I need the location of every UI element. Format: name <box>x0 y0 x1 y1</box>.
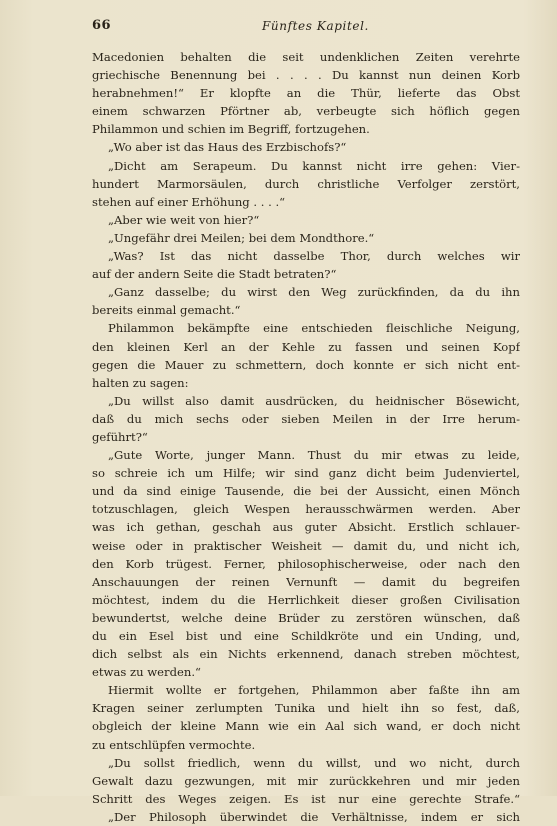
text-line: „Du sollst friedlich, wenn du willst, und wo nicht, durch <box>108 755 520 770</box>
text-line: geführt?“ <box>92 429 148 444</box>
text-line: dich selbst als ein Nichts erkennend, danach streben möchtest, <box>92 647 520 662</box>
text-line: „Dicht am Serapeum. Du kannst nicht irre gehen: Vier- <box>108 158 520 173</box>
text-line: griechische Benennung bei . . . . Du kannst nun deinen Korb <box>92 68 520 83</box>
text-line: bewundertst, welche deine Brüder zu zerstören wünschen, daß <box>92 610 520 625</box>
text-line: möchtest, indem du die Herrlichkeit dieser großen Civilisation <box>92 592 520 607</box>
text-line: etwas zu werden.“ <box>92 665 201 680</box>
text-line: „Gute Worte, junger Mann. Thust du mir etwas zu leide, <box>108 448 520 463</box>
text-line: weise oder in praktischer Weisheit — damit du, und nicht ich, <box>92 538 520 553</box>
text-line: zu entschlüpfen vermochte. <box>92 737 256 752</box>
text-line: „Was? Ist das nicht dasselbe Thor, durch welches wir <box>108 249 520 264</box>
running-head: Fünftes Kapitel. <box>262 19 369 33</box>
text-line: den Korb trügest. Ferner, philosophischerweise, oder nach den <box>92 556 520 571</box>
text-line: Philammon und schien im Begriff, fortzugehen. <box>92 122 370 137</box>
text-line: was ich gethan, geschah aus guter Absicht. Erstlich schlauer- <box>92 520 520 535</box>
text-line: „Der Philosoph überwindet die Verhältnisse, indem er sich <box>108 809 520 824</box>
page-number: 66 <box>92 18 112 33</box>
text-line: „Ganz dasselbe; du wirst den Weg zurückfinden, da du ihn <box>108 285 520 300</box>
text-line: „Wo aber ist das Haus des Erzbischofs?“ <box>108 140 347 155</box>
text-line: auf der andern Seite die Stadt betraten?“ <box>92 267 337 282</box>
page-header <box>92 18 520 38</box>
text-line: gegen die Mauer zu schmettern, doch konnte er sich nicht ent- <box>92 357 520 372</box>
text-line: den kleinen Kerl an der Kehle zu fassen und seinen Kopf <box>92 339 520 354</box>
text-line: „Ungefähr drei Meilen; bei dem Mondthore.“ <box>108 230 375 245</box>
text-line: daß du mich sechs oder sieben Meilen in der Irre herum- <box>92 411 520 426</box>
text-line: bereits einmal gemacht.“ <box>92 303 241 318</box>
text-line: stehen auf einer Erhöhung . . . .“ <box>92 194 286 209</box>
text-line: Kragen seiner zerlumpten Tunika und hielt ihn so fest, daß, <box>92 701 520 716</box>
text-line: Anschauungen der reinen Vernunft — damit du begreifen <box>92 574 520 589</box>
text-line: Schritt des Weges zeigen. Es ist nur eine gerechte Strafe.“ <box>92 791 520 806</box>
text-line: „Du willst also damit ausdrücken, du heidnischer Bösewicht, <box>108 393 520 408</box>
text-line: hundert Marmorsäulen, durch christliche Verfolger zerstört, <box>92 176 520 191</box>
text-line: Hiermit wollte er fortgehen, Philammon aber faßte ihn am <box>108 683 520 698</box>
text-line: obgleich der kleine Mann wie ein Aal sich wand, er doch nicht <box>92 719 520 734</box>
text-line: Philammon bekämpfte eine entschieden fleischliche Neigung, <box>108 321 520 336</box>
text-line: du ein Esel bist und eine Schildkröte und ein Unding, und, <box>92 629 520 643</box>
body-text <box>92 48 520 826</box>
text-line: Macedonien behalten die seit undenklichen Zeiten verehrte <box>92 50 520 64</box>
text-line: herabnehmen!“ Er klopfte an die Thür, lieferte das Obst <box>92 86 520 101</box>
text-line: einem schwarzen Pförtner ab, verbeugte sich höflich gegen <box>92 104 520 119</box>
text-line: und da sind einige Tausende, die bei der Aussicht, einen Mönch <box>92 484 520 499</box>
text-line: so schreie ich um Hilfe; wir sind ganz dicht beim Judenviertel, <box>92 466 520 481</box>
text-line: halten zu sagen: <box>92 375 189 390</box>
text-line: „Aber wie weit von hier?“ <box>108 212 260 227</box>
text-line: totzuschlagen, gleich Wespen herausschwärmen werden. Aber <box>92 502 520 517</box>
text-line: Gewalt dazu gezwungen, mit mir zurückkehren und mir jeden <box>92 773 520 788</box>
